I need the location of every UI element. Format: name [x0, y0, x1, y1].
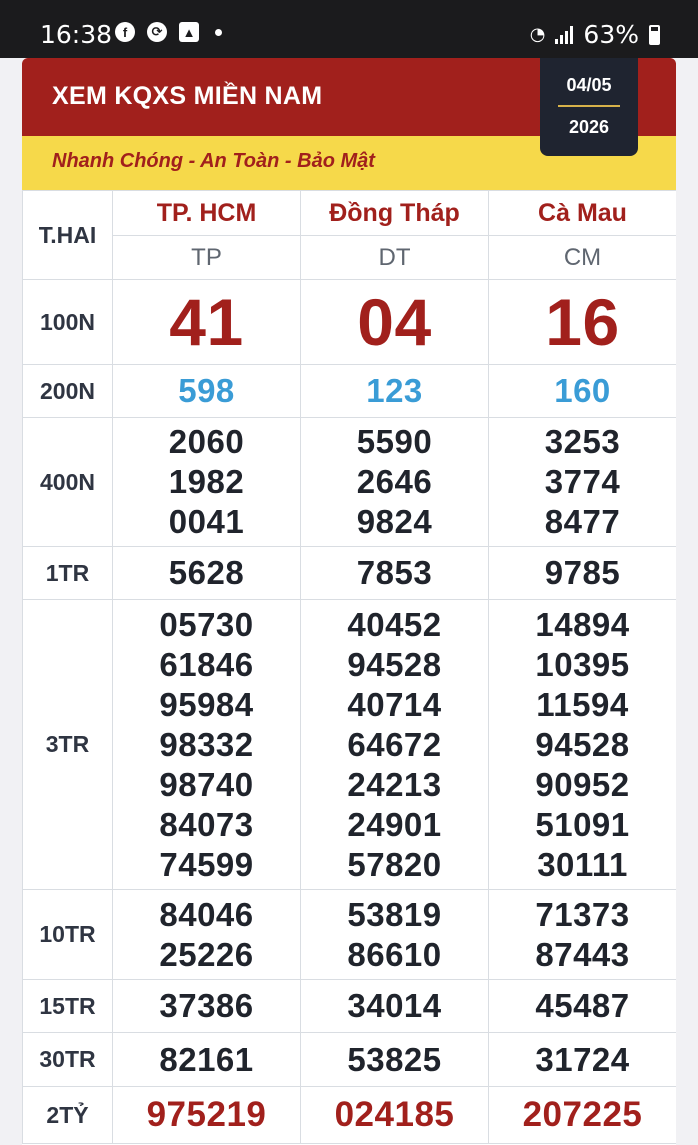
prize-number: 90952	[535, 765, 630, 803]
prize-label: 2TỶ	[23, 1087, 113, 1144]
prize-row	[23, 890, 677, 980]
prize-number: 0041	[168, 503, 245, 540]
province-name-row	[23, 191, 677, 236]
prize-label: 100N	[23, 280, 113, 365]
prize-cell	[113, 1033, 301, 1087]
prize-number: 37386	[159, 987, 254, 1024]
prize-number: 24901	[347, 805, 442, 843]
prize-row	[23, 980, 677, 1033]
prize-number: 71373	[535, 895, 630, 933]
prize-cell	[301, 890, 489, 980]
prize-cell	[113, 600, 301, 890]
prize-label: 10TR	[23, 890, 113, 980]
notification-icons	[115, 22, 222, 42]
prize-number: 5628	[168, 554, 245, 591]
prize-cell	[113, 280, 301, 365]
province-code: TP	[113, 236, 301, 280]
system-status	[530, 20, 660, 49]
prize-number: 207225	[522, 1095, 643, 1134]
province-name[interactable]: Cà Mau	[489, 191, 677, 236]
prize-number: 53819	[347, 895, 442, 933]
prize-number: 82161	[159, 1040, 254, 1078]
prize-cell	[113, 980, 301, 1033]
wifi-icon: ◔	[529, 24, 546, 45]
prize-number: 45487	[535, 987, 630, 1024]
results-card	[22, 58, 676, 1145]
more-notifications-icon	[215, 29, 222, 36]
prize-row	[23, 365, 677, 418]
status-bar	[0, 0, 698, 58]
prize-number: 31724	[535, 1040, 630, 1078]
prize-row	[23, 547, 677, 600]
prize-number: 34014	[347, 987, 442, 1024]
prize-number: 024185	[334, 1095, 455, 1134]
prize-row	[23, 600, 677, 890]
prize-row	[23, 1033, 677, 1087]
prize-label: 200N	[23, 365, 113, 418]
page-title: XEM KQXS MIỀN NAM	[52, 82, 323, 110]
prize-number: 1982	[168, 463, 245, 500]
prize-number: 51091	[535, 805, 630, 843]
prize-number: 24213	[347, 765, 442, 803]
prize-cell	[113, 1087, 301, 1144]
prize-number: 123	[366, 372, 423, 409]
prize-cell	[489, 280, 677, 365]
prize-number: 41	[169, 285, 244, 359]
prize-cell	[489, 890, 677, 980]
prize-row	[23, 418, 677, 547]
prize-number: 10395	[535, 645, 630, 683]
prize-number: 84046	[159, 895, 254, 933]
prize-number: 94528	[535, 725, 630, 763]
gallery-icon: ▲	[179, 22, 199, 42]
prize-number: 98740	[159, 765, 254, 803]
prize-number: 3253	[544, 423, 621, 460]
prize-number: 11594	[536, 685, 629, 723]
prize-number: 14894	[535, 605, 630, 643]
prize-cell	[113, 547, 301, 600]
prize-number: 9785	[544, 554, 621, 591]
province-name[interactable]: Đồng Tháp	[301, 191, 489, 236]
prize-cell	[301, 280, 489, 365]
prize-cell	[301, 980, 489, 1033]
prize-cell	[489, 1033, 677, 1087]
prize-label: 400N	[23, 418, 113, 547]
prize-number: 2646	[356, 463, 433, 500]
facebook-icon: f	[115, 22, 135, 42]
prize-cell	[489, 1087, 677, 1144]
results-table	[22, 190, 676, 1144]
prize-number: 30111	[537, 845, 628, 883]
date-divider	[558, 105, 620, 107]
prize-cell	[301, 547, 489, 600]
prize-number: 57820	[347, 845, 442, 883]
prize-number: 5590	[356, 423, 433, 460]
prize-number: 40452	[347, 605, 442, 643]
prize-cell	[301, 1087, 489, 1144]
prize-number: 975219	[146, 1095, 267, 1134]
prize-number: 94528	[347, 645, 442, 683]
prize-row	[23, 1087, 677, 1144]
prize-number: 61846	[159, 645, 254, 683]
prize-row	[23, 280, 677, 365]
prize-cell	[113, 418, 301, 547]
prize-cell	[301, 1033, 489, 1087]
prize-number: 04	[357, 285, 432, 359]
province-code-row	[23, 236, 677, 280]
prize-cell	[489, 980, 677, 1033]
prize-number: 98332	[159, 725, 254, 763]
prize-number: 40714	[347, 685, 442, 723]
prize-label: 3TR	[23, 600, 113, 890]
prize-number: 3774	[544, 463, 621, 500]
slogan: Nhanh Chóng - An Toàn - Bảo Mật	[52, 150, 375, 172]
date-day: 04/05	[566, 75, 612, 95]
battery-percent: 63%	[583, 20, 639, 49]
prize-number: 53825	[347, 1040, 442, 1078]
prize-label: 1TR	[23, 547, 113, 600]
province-name[interactable]: TP. HCM	[113, 191, 301, 236]
prize-cell	[301, 418, 489, 547]
prize-cell	[489, 418, 677, 547]
prize-number: 84073	[159, 805, 254, 843]
prize-cell	[489, 547, 677, 600]
prize-number: 598	[178, 372, 235, 409]
prize-number: 160	[554, 372, 611, 409]
prize-label: 15TR	[23, 980, 113, 1033]
prize-number: 64672	[347, 725, 442, 763]
prize-number: 2060	[168, 423, 245, 460]
date-year: 2026	[568, 117, 610, 137]
prize-number: 9824	[356, 503, 433, 540]
prize-cell	[489, 600, 677, 890]
battery-icon	[649, 25, 660, 45]
day-label: T.HAI	[23, 191, 113, 280]
prize-cell	[489, 365, 677, 418]
status-time: 16:38	[40, 20, 113, 49]
province-code: CM	[489, 236, 677, 280]
prize-cell	[301, 365, 489, 418]
signal-icon	[555, 26, 573, 44]
prize-number: 7853	[356, 554, 433, 591]
date-badge[interactable]	[540, 58, 638, 156]
prize-number: 25226	[159, 935, 254, 973]
prize-number: 95984	[159, 685, 254, 723]
prize-number: 8477	[544, 503, 621, 540]
prize-number: 74599	[159, 845, 254, 883]
prize-number: 87443	[535, 935, 630, 973]
province-code: DT	[301, 236, 489, 280]
prize-cell	[113, 365, 301, 418]
prize-number: 86610	[347, 935, 442, 973]
sync-icon: ⟳	[147, 22, 167, 42]
prize-number: 16	[545, 285, 620, 359]
prize-label: 30TR	[23, 1033, 113, 1087]
prize-cell	[113, 890, 301, 980]
prize-cell	[301, 600, 489, 890]
prize-number: 05730	[159, 605, 254, 643]
